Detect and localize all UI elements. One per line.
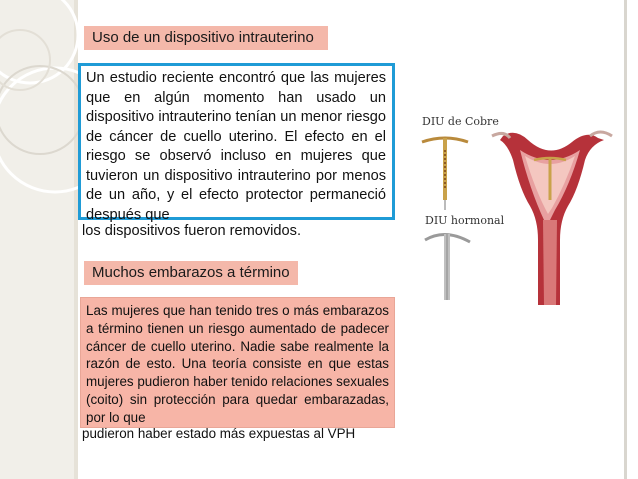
paragraph-iud-tail: los dispositivos fueron removidos. xyxy=(82,223,302,239)
copper-iud-icon xyxy=(422,138,468,210)
right-border xyxy=(624,0,627,479)
iud-illustration xyxy=(400,110,622,310)
paragraph-pregnancies-tail: pudieron haber estado más expuestas al VPH xyxy=(82,426,356,441)
heading-iud: Uso de un dispositivo intrauterino xyxy=(84,26,328,50)
uterus-icon xyxy=(492,132,612,305)
label-hormonal-iud: DIU hormonal xyxy=(425,214,505,227)
hormonal-iud-icon xyxy=(425,234,470,300)
paragraph-pregnancies: Las mujeres que han tenido tres o más embarazos a término tienen un riesgo aumentado de padecer cáncer de cuello uterino. Nadie sabe realmente la razón de esto. Una teoría consiste en que estas mujeres pudieron haber tenido relaciones sexuales (coito) sin protección para quedar embarazadas, por lo que xyxy=(80,297,395,428)
label-copper-iud: DIU de Cobre xyxy=(422,115,499,128)
heading-pregnancies: Muchos embarazos a término xyxy=(84,261,298,285)
paragraph-iud: Un estudio reciente encontró que las mujeres que en algún momento han usado un dispositivo intrauterino tenían un menor riesgo de cáncer de cuello uterino. El efecto en el riesgo se observó incluso en mujeres que tuvieron un dispositivo intrauterino por menos de un año, y el efecto protector permaneció después que xyxy=(78,63,395,220)
